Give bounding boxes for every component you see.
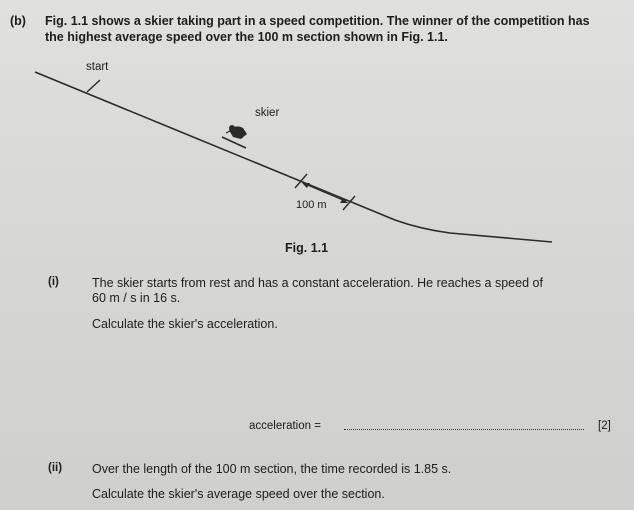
- start-label: start: [86, 61, 109, 73]
- marks-label: [2]: [598, 420, 611, 432]
- part-ii-line-1: Over the length of the 100 m section, the time recorded is 1.85 s.: [92, 462, 452, 476]
- skier-illustration: [222, 125, 247, 148]
- intro-line-2: the highest average speed over the 100 m section shown in Fig. 1.1.: [45, 30, 448, 44]
- part-i-line-2: 60 m / s in 16 s.: [92, 291, 181, 305]
- figure-caption: Fig. 1.1: [285, 241, 329, 255]
- part-i-line-1: The skier starts from rest and has a constant acceleration. He reaches a speed of: [92, 276, 543, 290]
- start-marker: [87, 80, 100, 92]
- part-i-label: (i): [48, 276, 59, 288]
- part-ii-instruction: Calculate the skier's average speed over the section.: [92, 487, 385, 501]
- part-i-instruction: Calculate the skier's acceleration.: [92, 317, 278, 331]
- part-ii-label: (ii): [48, 462, 63, 474]
- part-label: (b): [10, 14, 26, 28]
- intro-line-1: Fig. 1.1 shows a skier taking part in a speed competition. The winner of the competition has: [45, 14, 590, 28]
- distance-label: 100 m: [296, 199, 327, 211]
- acceleration-prompt: acceleration =: [249, 420, 321, 432]
- slope-line: [35, 72, 552, 242]
- skier-label: skier: [255, 107, 280, 119]
- acceleration-answer-line[interactable]: [344, 429, 584, 430]
